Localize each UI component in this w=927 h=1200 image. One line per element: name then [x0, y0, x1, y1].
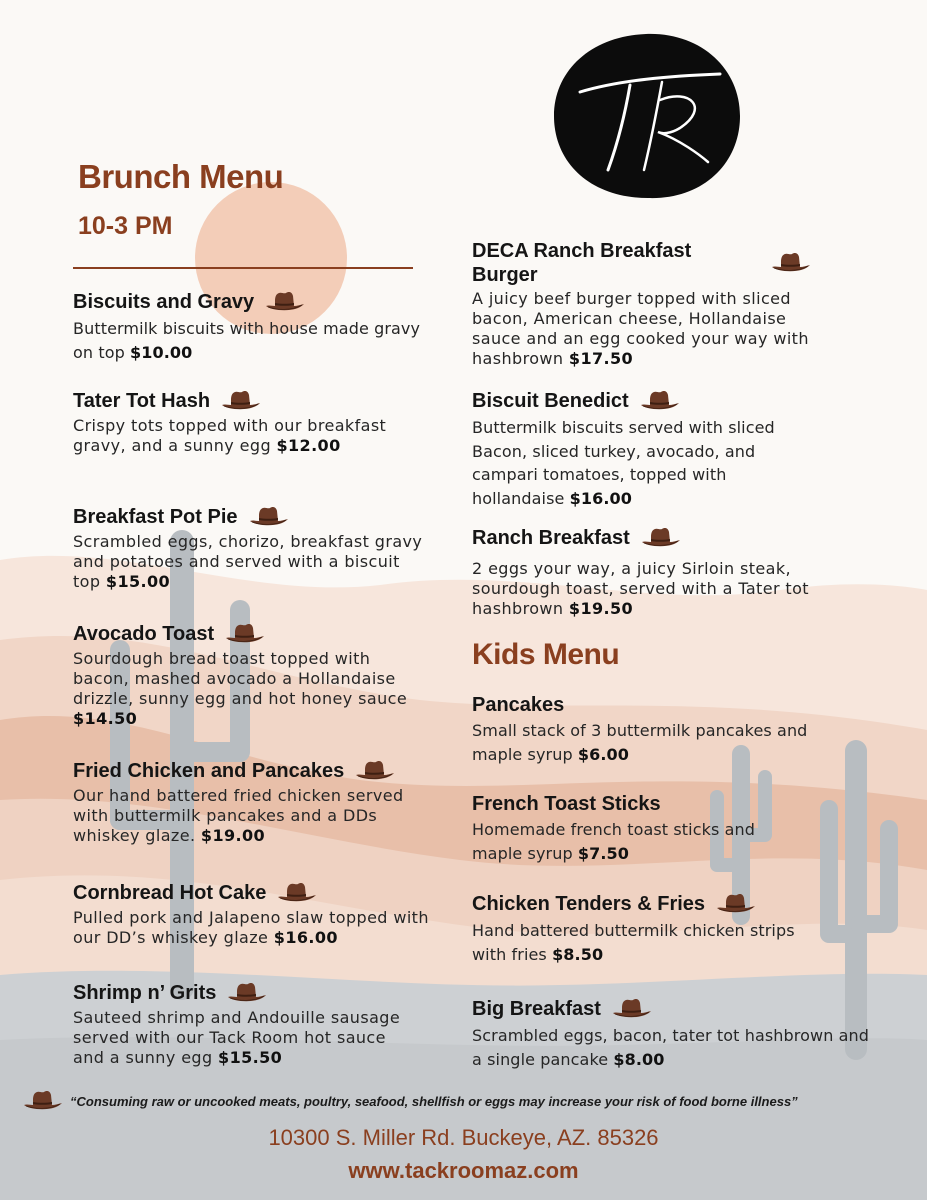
item-price: $8.00 [613, 1049, 665, 1069]
tr-logo [550, 30, 742, 202]
website-link[interactable]: www.tackroomaz.com [348, 1158, 579, 1183]
item-description: Sauteed shrimp and Andouille sausage served with our Tack Room hot sauce and a sunny egg [73, 1008, 401, 1067]
item-name: Biscuit Benedict [472, 390, 629, 412]
item-price: $19.50 [568, 599, 634, 618]
cowboy-hat-icon [220, 388, 262, 414]
item-price: $15.50 [218, 1048, 283, 1067]
item-name: Cornbread Hot Cake [73, 882, 267, 904]
item-name: Big Breakfast [472, 998, 601, 1020]
item-price: $10.00 [130, 342, 193, 362]
item-name: Pancakes [472, 694, 565, 716]
item-name: Tater Tot Hash [73, 390, 211, 412]
cowboy-hat-icon [248, 504, 290, 530]
cowboy-hat-icon [226, 980, 268, 1006]
item-name: Breakfast Pot Pie [73, 506, 238, 528]
item-description: Small stack of 3 buttermilk pancakes and maple syrup [472, 721, 808, 764]
menu-item-pancakes [472, 693, 812, 766]
brunch-hours: 10-3 PM [78, 212, 173, 240]
item-price: $15.00 [105, 572, 171, 591]
item-name: Biscuits and Gravy [73, 291, 255, 313]
food-safety-disclaimer [22, 1088, 902, 1114]
item-description: Pulled pork and Jalapeno slaw topped with our DD’s whiskey glaze [73, 908, 429, 947]
item-description: Scrambled eggs, bacon, tater tot hashbrown and a single pancake [472, 1026, 870, 1069]
menu-item-shrimp-n-grits [73, 980, 413, 1068]
item-description: Scrambled eggs, chorizo, breakfast gravy and potatoes and served with a biscuit top [73, 532, 423, 591]
brunch-menu-title: Brunch Menu [78, 158, 284, 195]
cowboy-hat-icon [264, 289, 306, 315]
cowboy-hat-icon [715, 891, 757, 917]
menu-item-cornbread-hot-cake [73, 880, 443, 948]
item-description: Buttermilk biscuits with house made gravy on top [73, 319, 421, 362]
menu-item-deca-ranch-breakfast-burger [472, 239, 812, 369]
restaurant-address: 10300 S. Miller Rd. Buckeye, AZ. 85326 [268, 1125, 659, 1150]
menu-item-biscuits-and-gravy [73, 289, 423, 364]
item-description: Homemade french toast sticks and maple syrup [472, 820, 755, 863]
title-divider [73, 267, 413, 269]
disclaimer-text: “Consuming raw or uncooked meats, poultry, seafood, shellfish or eggs may increase your risk of food borne illness” [70, 1093, 798, 1109]
menu-item-ranch-breakfast [472, 525, 827, 619]
item-name: Shrimp n’ Grits [73, 982, 217, 1004]
cowboy-hat-icon [611, 996, 653, 1022]
item-price: $19.00 [200, 826, 266, 845]
item-price: $16.00 [273, 928, 338, 947]
menu-item-french-toast-sticks [472, 792, 802, 865]
item-price: $17.50 [568, 349, 634, 368]
menu-item-chicken-tenders-and-fries [472, 891, 802, 966]
kids-menu-title: Kids Menu [472, 638, 620, 671]
cowboy-hat-icon [276, 880, 318, 906]
menu-item-big-breakfast [472, 996, 872, 1071]
item-price: $16.00 [569, 488, 632, 508]
menu-item-biscuit-benedict [472, 388, 802, 510]
menu-item-breakfast-pot-pie [73, 504, 423, 592]
item-price: $7.50 [577, 843, 629, 863]
item-description: Hand battered buttermilk chicken strips with fries [472, 921, 795, 964]
item-price: $14.50 [73, 709, 138, 728]
cowboy-hat-icon [640, 525, 682, 551]
item-price: $8.50 [552, 944, 604, 964]
cowboy-hat-icon [639, 388, 681, 414]
cowboy-hat-icon [22, 1088, 64, 1114]
item-description: Buttermilk biscuits served with sliced Bacon, sliced turkey, avocado, and campari tomatoes, topped with hollandaise [472, 418, 775, 508]
menu-item-fried-chicken-and-pancakes [73, 758, 433, 846]
cowboy-hat-icon [354, 758, 396, 784]
item-price: $12.00 [276, 436, 341, 455]
item-name: Fried Chicken and Pancakes [73, 760, 345, 782]
item-description: A juicy beef burger topped with sliced bacon, American cheese, Hollandaise sauce and an egg cooked your way with hashbrown [472, 289, 809, 368]
item-price: $6.00 [577, 744, 629, 764]
item-description: Crispy tots topped with our breakfast gravy, and a sunny egg [73, 416, 387, 455]
menu-item-tater-tot-hash [73, 388, 403, 456]
item-name: DECA Ranch Breakfast Burger [472, 240, 692, 286]
item-description: Sourdough bread toast topped with bacon, mashed avocado a Hollandaise drizzle, sunny egg and hot honey sauce [73, 649, 408, 708]
item-name: French Toast Sticks [472, 793, 661, 815]
item-description: Our hand battered fried chicken served with buttermilk pancakes and a DDs whiskey glaze. [73, 786, 404, 845]
item-name: Avocado Toast [73, 623, 215, 645]
cowboy-hat-icon [224, 621, 266, 647]
item-name: Chicken Tenders & Fries [472, 893, 706, 915]
item-name: Ranch Breakfast [472, 527, 630, 549]
item-description: 2 eggs your way, a juicy Sirloin steak, sourdough toast, served with a Tater tot hashbrown [472, 559, 809, 618]
menu-item-avocado-toast [73, 621, 423, 729]
cowboy-hat-icon [770, 250, 812, 276]
